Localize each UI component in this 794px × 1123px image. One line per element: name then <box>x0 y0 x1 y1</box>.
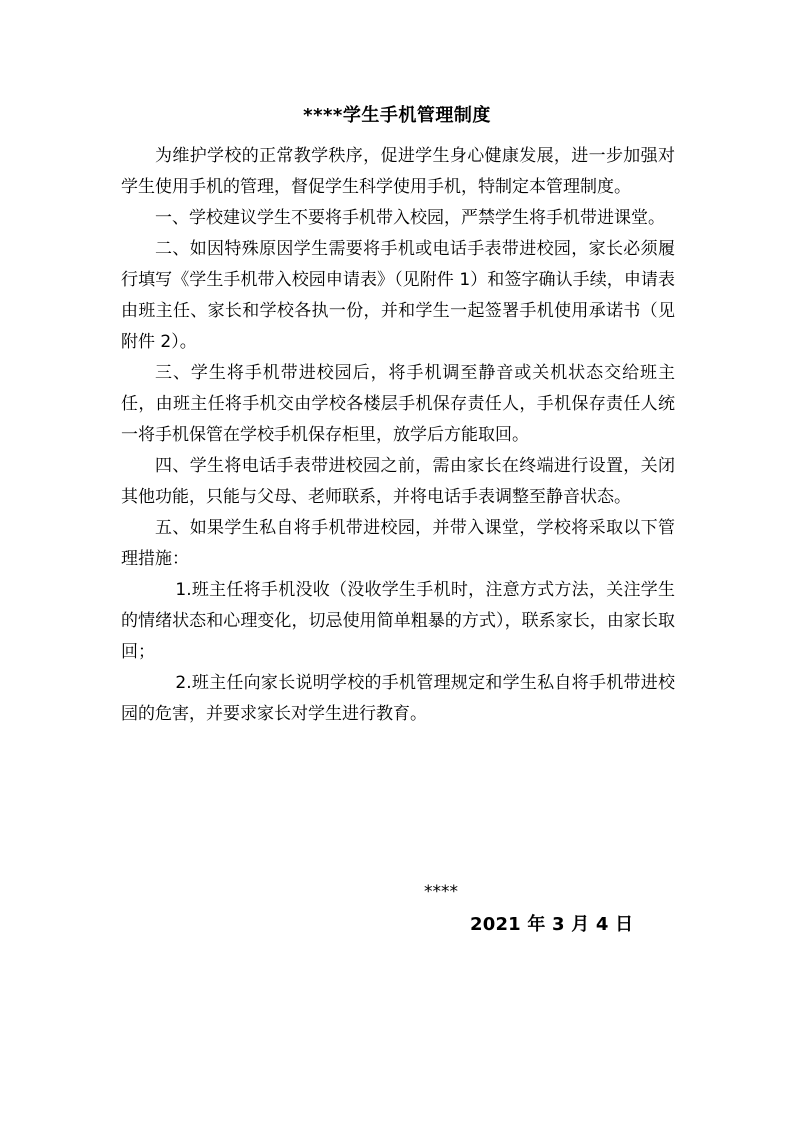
document-signature: **** <box>424 882 458 902</box>
rule-4-paragraph: 四、学生将电话手表带进校园之前，需由家长在终端进行设置，关闭其他功能，只能与父母、老师联系，并将电话手表调整至静音状态。 <box>121 456 675 507</box>
document-date: 2021 年 3 月 4 日 <box>470 914 634 935</box>
rule-1-paragraph: 一、学校建议学生不要将手机带入校园，严禁学生将手机带进课堂。 <box>155 208 665 228</box>
document-body <box>121 141 675 730</box>
rule-3-paragraph: 三、学生将手机带进校园后，将手机调至静音或关机状态交给班主任，由班主任将手机交由学校各楼层手机保存责任人，手机保存责任人统一将手机保管在学校手机保存柜里，放学后方能取回。 <box>121 363 675 445</box>
rule-2-paragraph: 二、如因特殊原因学生需要将手机或电话手表带进校园，家长必须履行填写《学生手机带入校园申请表》（见附件 1）和签字确认手续，申请表由班主任、家长和学校各执一份，并和学生一起签署手机使用承诺书（见附件 2）。 <box>121 239 675 352</box>
measure-2-paragraph: 2.班主任向家长说明学校的手机管理规定和学生私自将手机带进校园的危害，并要求家长对学生进行教育。 <box>121 673 675 724</box>
measure-1-paragraph: 1.班主任将手机没收（没收学生手机时，注意方式方法，关注学生的情绪状态和心理变化，切忌使用简单粗暴的方式），联系家长，由家长取回； <box>121 580 675 662</box>
intro-paragraph: 为维护学校的正常教学秩序，促进学生身心健康发展，进一步加强对学生使用手机的管理，督促学生科学使用手机，特制定本管理制度。 <box>121 146 675 197</box>
rule-5-paragraph: 五、如果学生私自将手机带进校园，并带入课堂，学校将采取以下管理措施： <box>121 518 675 569</box>
document-title: ****学生手机管理制度 <box>303 105 491 126</box>
